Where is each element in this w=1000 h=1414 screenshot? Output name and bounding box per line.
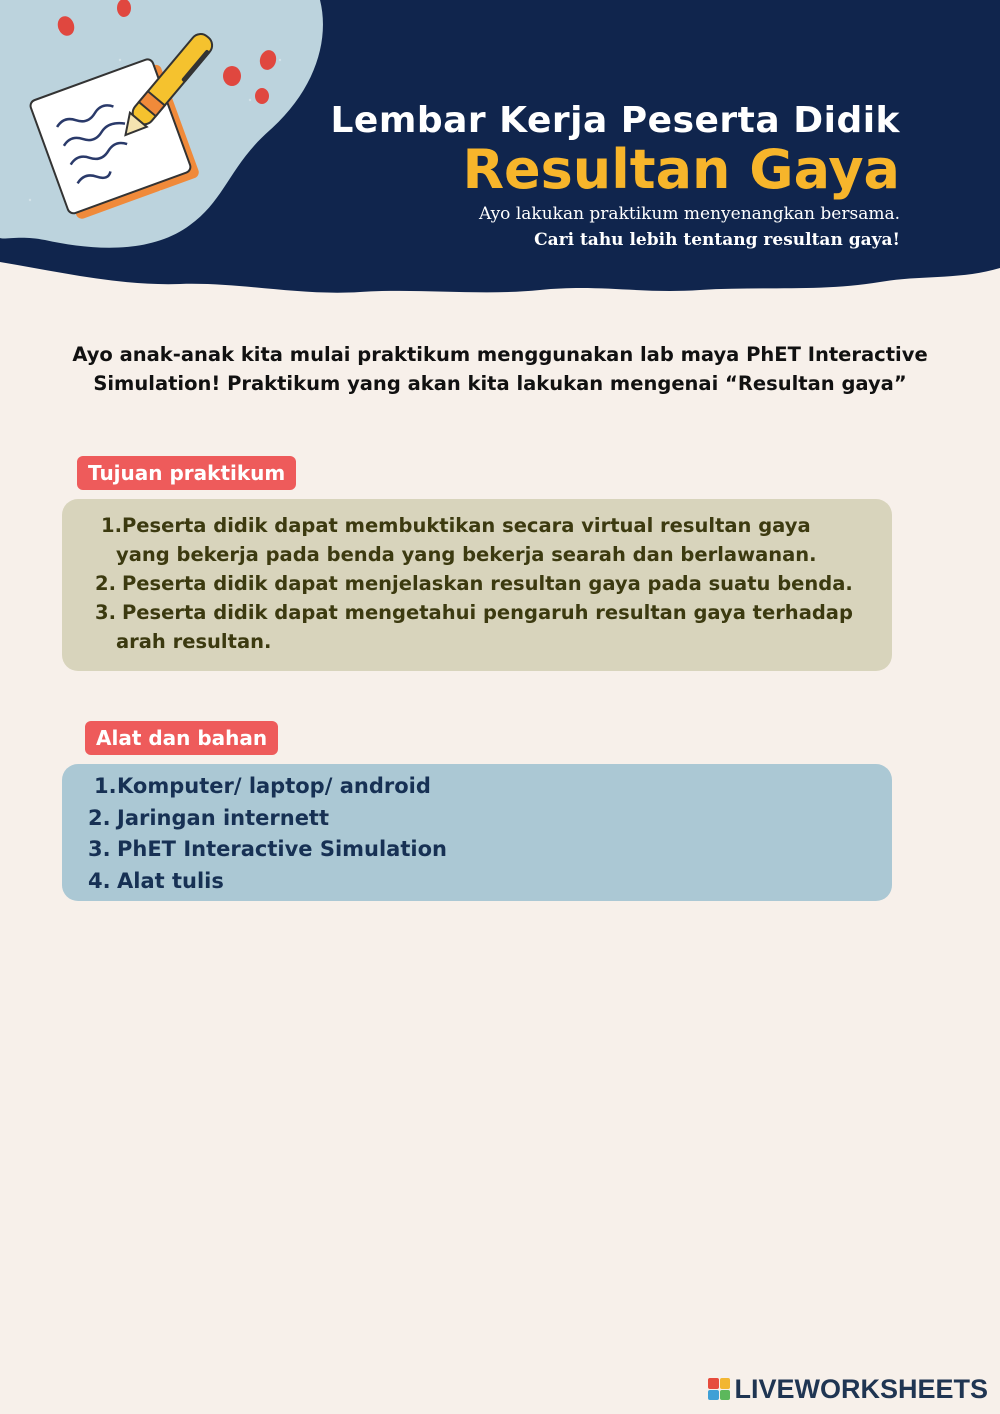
tujuan-list [95,511,853,656]
list-item [88,803,447,835]
page-subtitle: Resultan Gaya [462,138,900,201]
tagline-2: Cari tahu lebih tentang resultan gaya! [534,230,900,250]
watermark-text: LIVEWORKSHEETS [734,1373,988,1404]
intro-line-1: Ayo anak-anak kita mulai praktikum menggunakan lab maya PhET Interactive [72,343,928,366]
list-item [95,598,853,656]
list-number: 3. [95,601,116,624]
list-text: Komputer/ laptop/ android [117,774,431,798]
list-text: Alat tulis [117,868,224,893]
intro-line-2: Simulation! Praktikum yang akan kita lakukan mengenai “Resultan gaya” [93,372,907,395]
list-text: Peserta didik dapat membuktikan secara virtual resultan gaya [122,514,811,537]
list-text-cont: arah resultan. [116,630,272,653]
list-number: 3. [88,837,111,861]
list-number: 4. [88,868,111,893]
liveworksheets-watermark [708,1374,988,1404]
list-text: Jaringan internett [117,805,330,830]
list-item [95,569,853,598]
list-text: Peserta didik dapat mengetahui pengaruh resultan gaya terhadap [122,601,853,624]
alat-list [88,771,447,897]
list-number: 1. [101,514,122,537]
alat-label: Alat dan bahan [85,721,278,755]
page-title: Lembar Kerja Peserta Didik [330,100,900,141]
list-number: 2. [95,572,116,595]
notebook-pen-icon [22,20,222,220]
intro-paragraph [40,340,960,398]
tagline-1: Ayo lakukan praktikum menyenangkan bersama. [478,204,900,224]
list-item [88,834,447,866]
list-item [88,771,447,803]
tujuan-label: Tujuan praktikum [77,456,296,490]
list-number: 1. [94,774,117,798]
list-text: Peserta didik dapat menjelaskan resultan gaya pada suatu benda. [122,572,853,595]
liveworksheets-logo-icon [708,1378,730,1400]
list-text-cont: yang bekerja pada benda yang bekerja searah dan berlawanan. [116,543,817,566]
list-item [88,866,447,898]
list-item [95,511,853,569]
list-text: PhET Interactive Simulation [117,837,447,861]
list-number: 2. [88,805,111,830]
